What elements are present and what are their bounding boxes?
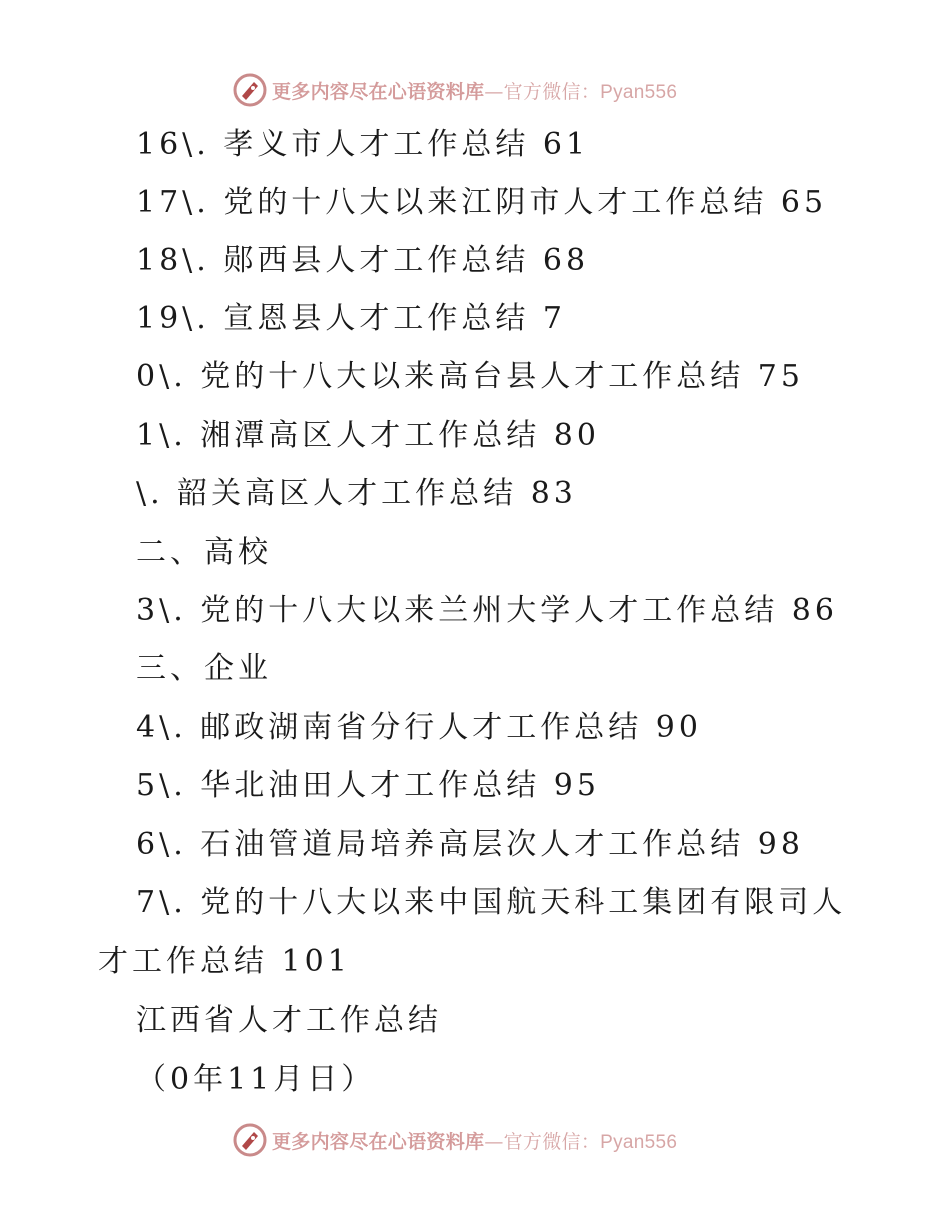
toc-entry: 3\. 党的十八大以来兰州大学人才工作总结 86	[136, 593, 838, 628]
toc-entry: 1\. 湘潭高区人才工作总结 80	[136, 418, 600, 453]
watermark-brand: 更多内容尽在心语资料库	[272, 80, 485, 103]
pen-nib-circle-icon	[232, 1122, 268, 1158]
document-date: （0年11月日）	[136, 1062, 376, 1097]
section-heading: 二、高校	[136, 535, 272, 570]
toc-entry: 17\. 党的十八大以来江阴市人才工作总结 65	[136, 185, 828, 220]
watermark-brand: 更多内容尽在心语资料库	[272, 1130, 485, 1153]
toc-entry: 18\. 郧西县人才工作总结 68	[136, 243, 590, 278]
watermark-dash: —	[484, 1130, 504, 1153]
watermark-text	[272, 77, 677, 104]
toc-entry: 19\. 宣恩县人才工作总结 7	[136, 301, 566, 336]
toc-entry: 16\. 孝义市人才工作总结 61	[136, 127, 590, 162]
watermark-id: Pyan556	[600, 81, 678, 103]
watermark-banner-bottom	[232, 1120, 732, 1160]
watermark-id: Pyan556	[600, 1131, 678, 1153]
toc-entry: 6\. 石油管道局培养高层次人才工作总结 98	[136, 827, 804, 862]
toc-entry: 0\. 党的十八大以来高台县人才工作总结 75	[136, 359, 804, 394]
watermark-banner-top	[232, 70, 732, 110]
watermark-text	[272, 1127, 677, 1154]
watermark-contact: 官方微信：	[503, 1130, 601, 1153]
watermark-contact: 官方微信：	[503, 80, 601, 103]
toc-entry: 5\. 华北油田人才工作总结 95	[136, 768, 600, 803]
document-title: 江西省人才工作总结	[136, 1003, 442, 1038]
toc-entry: 7\. 党的十八大以来中国航天科工集团有限司人	[136, 885, 847, 920]
watermark-dash: —	[484, 80, 504, 103]
pen-nib-circle-icon	[232, 72, 268, 108]
toc-entry-continuation: 才工作总结 101	[98, 944, 351, 979]
section-heading: 三、企业	[136, 651, 272, 686]
toc-entry: \. 韶关高区人才工作总结 83	[136, 476, 577, 511]
toc-entry: 4\. 邮政湖南省分行人才工作总结 90	[136, 710, 702, 745]
